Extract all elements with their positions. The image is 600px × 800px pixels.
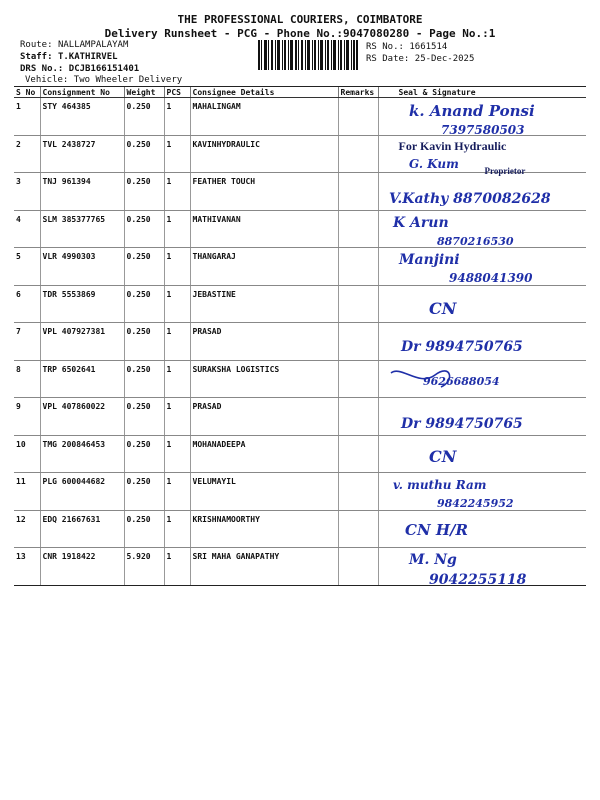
drs-value: DCJB166151401 <box>68 64 140 74</box>
sno: 8 <box>14 360 40 398</box>
signature-text: V.Kathy 8870082628 <box>388 191 551 207</box>
pcs: 1 <box>164 398 190 436</box>
consignee: FEATHER TOUCH <box>190 173 338 211</box>
table-row <box>14 210 586 248</box>
consignee: PRASAD <box>190 323 338 361</box>
staff-label: Staff: <box>20 52 53 62</box>
table-row <box>14 398 586 436</box>
route-value: NALLAMPALAYAM <box>57 40 129 50</box>
weight: 0.250 <box>124 435 164 473</box>
drs-label: DRS No.: <box>20 64 64 74</box>
weight: 0.250 <box>124 473 164 511</box>
staff-line <box>20 52 118 63</box>
sno: 13 <box>14 548 40 586</box>
handwritten-signature <box>379 211 595 253</box>
signature-text: K Arun <box>392 214 449 231</box>
pcs: 1 <box>164 98 190 136</box>
handwritten-signature <box>379 136 595 178</box>
table-row <box>14 173 586 211</box>
remarks <box>338 248 378 286</box>
pcs: 1 <box>164 360 190 398</box>
signature-phone: 7397580503 <box>440 123 524 137</box>
signature-cell <box>378 435 586 473</box>
signature-text: 9626688054 <box>422 374 500 388</box>
remarks <box>338 323 378 361</box>
vehicle-label: Vehicle: <box>25 75 69 85</box>
signature-cell <box>378 135 586 176</box>
table-row <box>14 510 586 548</box>
consignee: MATHIVANAN <box>190 210 338 248</box>
signature-text: M. Ng <box>408 552 457 568</box>
col-signature: Seal & Signature <box>378 87 586 98</box>
table-row <box>14 135 586 173</box>
sno: 6 <box>14 285 40 323</box>
signature-text: Manjini <box>398 252 460 268</box>
rs-no-label: RS No.: <box>366 42 404 52</box>
vehicle-value: Two Wheeler Delivery <box>73 75 183 85</box>
table-row <box>14 248 586 286</box>
sno: 4 <box>14 210 40 248</box>
pcs: 1 <box>164 285 190 323</box>
rs-date-label: RS Date: <box>366 54 410 64</box>
signature-phone: 9842245952 <box>436 497 514 510</box>
consignment-no: TVL 2438727 <box>40 135 124 173</box>
remarks <box>338 285 378 323</box>
signature-text: Dr 9894750765 <box>400 339 523 355</box>
consignment-no: TMG 200846453 <box>40 435 124 473</box>
remarks <box>338 473 378 511</box>
pcs: 1 <box>164 548 190 586</box>
signature-text: k. Anand Ponsi <box>408 102 535 120</box>
consignee: MAHALINGAM <box>190 98 338 136</box>
signature-text: CN H/R <box>404 520 468 539</box>
consignee: VELUMAYIL <box>190 473 338 511</box>
signature-phone: 9042255118 <box>428 572 526 588</box>
table-row <box>14 98 586 136</box>
signature-cell <box>378 360 586 398</box>
signature-text: v. muthu Ram <box>392 478 486 492</box>
weight: 0.250 <box>124 360 164 398</box>
pcs: 1 <box>164 173 190 211</box>
col-consignee: Consignee Details <box>190 87 338 98</box>
pcs: 1 <box>164 435 190 473</box>
signature-cell <box>378 510 586 548</box>
signature-cell <box>378 398 586 436</box>
drs-line <box>20 64 139 75</box>
table-header-row <box>14 87 586 98</box>
signature-text: CN <box>428 446 456 466</box>
sno: 5 <box>14 248 40 286</box>
route-line <box>20 40 128 51</box>
signature-phone: 9488041390 <box>448 271 532 285</box>
company-stamp: For Kavin Hydraulic <box>398 138 507 153</box>
table-row <box>14 548 586 586</box>
signature-cell <box>378 210 586 248</box>
weight: 0.250 <box>124 98 164 136</box>
col-pcs: PCS <box>164 87 190 98</box>
table-row <box>14 360 586 398</box>
signature-cell <box>378 248 586 286</box>
pcs: 1 <box>164 323 190 361</box>
consignment-no: SLM 385377765 <box>40 210 124 248</box>
runsheet-table <box>14 86 586 586</box>
handwritten-signature <box>379 548 595 590</box>
signature-cell <box>378 98 586 136</box>
handwritten-signature <box>379 248 595 290</box>
consignment-no: TRP 6502641 <box>40 360 124 398</box>
consignee: JEBASTINE <box>190 285 338 323</box>
rs-date-line <box>366 54 474 65</box>
remarks <box>338 360 378 398</box>
consignment-no: TNJ 961394 <box>40 173 124 211</box>
sno: 10 <box>14 435 40 473</box>
weight: 0.250 <box>124 323 164 361</box>
signature-phone: 8870216530 <box>436 234 514 248</box>
col-consignment: Consignment No <box>40 87 124 98</box>
signature-text: CN <box>428 298 456 318</box>
weight: 0.250 <box>124 510 164 548</box>
vehicle-line <box>25 75 182 86</box>
handwritten-signature <box>379 436 595 478</box>
consignee: THANGARAJ <box>190 248 338 286</box>
consignee: KRISHNAMOORTHY <box>190 510 338 548</box>
pcs: 1 <box>164 210 190 248</box>
rs-date-value: 25-Dec-2025 <box>414 54 475 64</box>
consignment-no: PLG 600044682 <box>40 473 124 511</box>
handwritten-signature <box>379 286 595 328</box>
sno: 12 <box>14 510 40 548</box>
runsheet-subtitle: Delivery Runsheet - PCG - Phone No.:9047080280 - Page No.:1 <box>104 27 496 40</box>
remarks <box>338 98 378 136</box>
handwritten-signature <box>379 323 595 365</box>
rs-no-line <box>366 42 447 53</box>
consignee: KAVINHYDRAULIC <box>190 135 338 173</box>
consignment-no: EDQ 21667631 <box>40 510 124 548</box>
handwritten-signature <box>379 398 595 440</box>
remarks <box>338 210 378 248</box>
table-row <box>14 435 586 473</box>
remarks <box>338 135 378 173</box>
weight: 0.250 <box>124 135 164 173</box>
pcs: 1 <box>164 510 190 548</box>
weight: 0.250 <box>124 248 164 286</box>
remarks <box>338 398 378 436</box>
col-weight: Weight <box>124 87 164 98</box>
signature-text: Dr 9894750765 <box>400 416 523 432</box>
sno: 1 <box>14 98 40 136</box>
col-sno: S No <box>14 87 40 98</box>
remarks <box>338 435 378 473</box>
sno: 11 <box>14 473 40 511</box>
consignment-no: VPL 407927381 <box>40 323 124 361</box>
weight: 0.250 <box>124 285 164 323</box>
table-row <box>14 285 586 323</box>
signature-cell <box>378 473 586 511</box>
consignee: SURAKSHA LOGISTICS <box>190 360 338 398</box>
consignment-no: TDR 5553869 <box>40 285 124 323</box>
pcs: 1 <box>164 473 190 511</box>
signature-text: G. Kum <box>408 156 459 171</box>
consignee: MOHANADEEPA <box>190 435 338 473</box>
weight: 0.250 <box>124 210 164 248</box>
stamp-proprietor: Proprietor <box>484 165 526 176</box>
remarks <box>338 173 378 211</box>
handwritten-signature <box>379 98 595 140</box>
sno: 9 <box>14 398 40 436</box>
col-remarks: Remarks <box>338 87 378 98</box>
staff-value: T.KATHIRVEL <box>57 52 118 62</box>
pcs: 1 <box>164 135 190 173</box>
handwritten-signature <box>379 173 595 215</box>
handwritten-signature <box>379 473 595 515</box>
weight: 0.250 <box>124 398 164 436</box>
table-row <box>14 323 586 361</box>
weight: 5.920 <box>124 548 164 586</box>
consignment-no: VLR 4990303 <box>40 248 124 286</box>
sno: 2 <box>14 135 40 173</box>
handwritten-signature <box>379 511 595 553</box>
table-row <box>14 473 586 511</box>
consignment-no: STY 464385 <box>40 98 124 136</box>
signature-cell <box>378 323 586 361</box>
consignment-no: CNR 1918422 <box>40 548 124 586</box>
sno: 3 <box>14 173 40 211</box>
barcode <box>258 40 358 70</box>
sno: 7 <box>14 323 40 361</box>
company-title: THE PROFESSIONAL COURIERS, COIMBATORE <box>177 13 423 26</box>
signature-cell <box>378 548 586 586</box>
handwritten-signature <box>379 361 595 403</box>
remarks <box>338 548 378 586</box>
consignment-no: VPL 407860022 <box>40 398 124 436</box>
consignee: PRASAD <box>190 398 338 436</box>
remarks <box>338 510 378 548</box>
route-label: Route: <box>20 40 53 50</box>
weight: 0.250 <box>124 173 164 211</box>
pcs: 1 <box>164 248 190 286</box>
rs-no-value: 1661514 <box>409 42 448 52</box>
consignee: SRI MAHA GANAPATHY <box>190 548 338 586</box>
signature-cell <box>378 285 586 323</box>
signature-cell <box>378 173 586 211</box>
